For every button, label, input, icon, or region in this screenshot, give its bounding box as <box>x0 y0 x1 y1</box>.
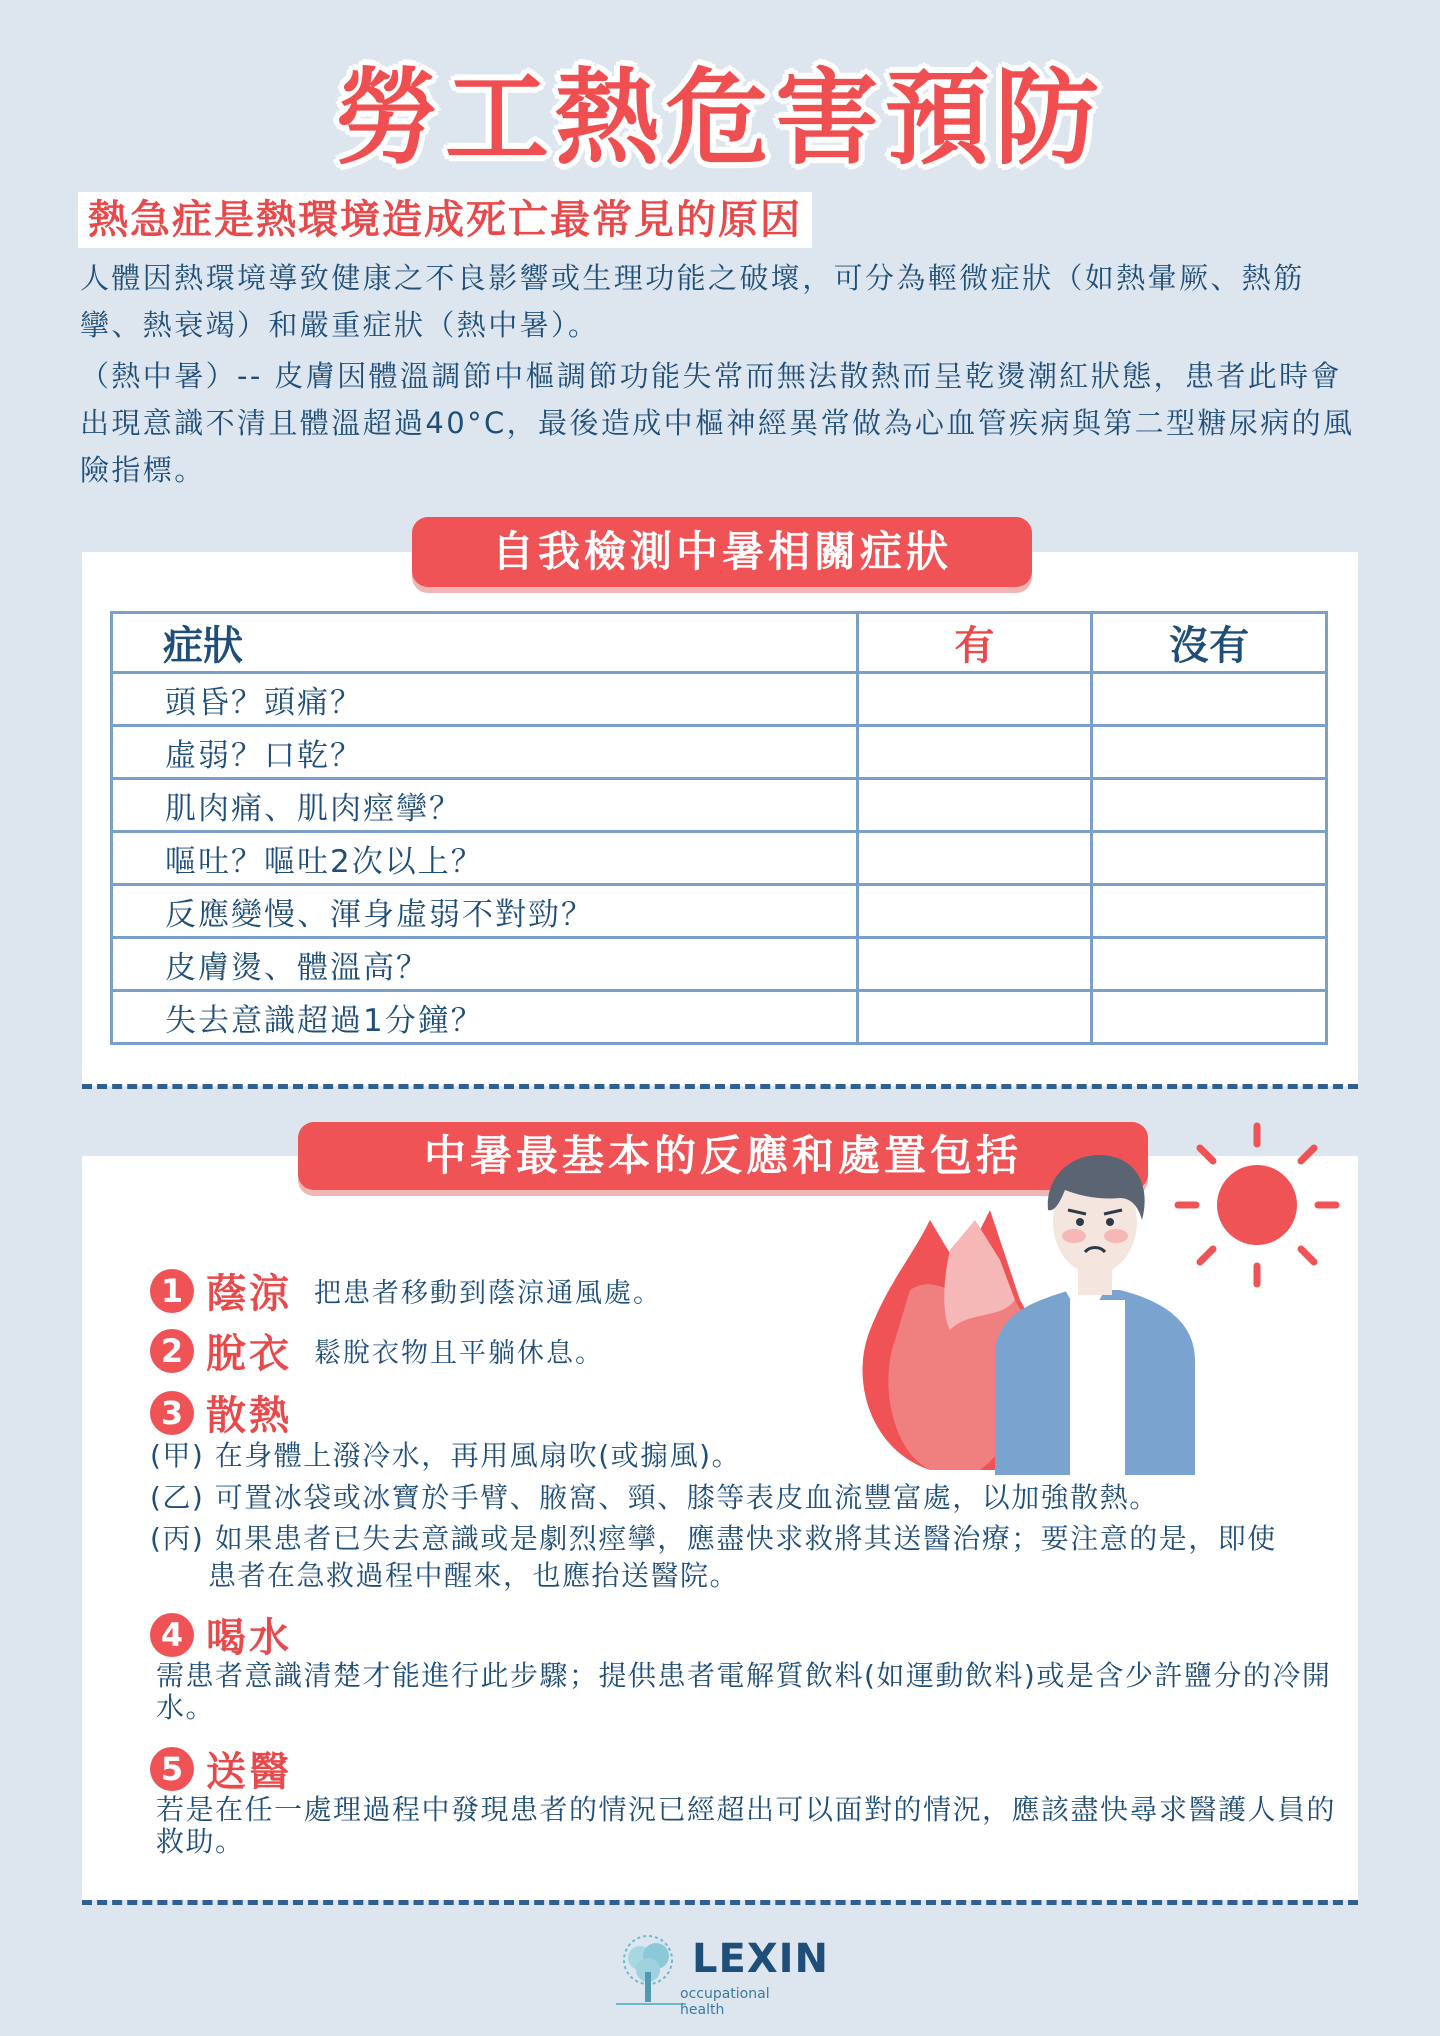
yes-checkbox-cell[interactable] <box>857 938 1092 991</box>
table-row <box>112 673 1327 726</box>
step-number-badge: 1 <box>150 1269 194 1313</box>
step-title: 脫衣 <box>206 1331 292 1377</box>
intro-paragraph-2: （熱中暑）-- 皮膚因體溫調節中樞調節功能失常而無法散熱而呈乾燙潮紅狀態，患者此時會出現意識不清且體溫超過40°C，最後造成中樞神經異常做為心血管疾病與第二型糖尿病的風險指標。 <box>80 359 1355 487</box>
step-2 <box>150 1322 604 1379</box>
symptom-cell: 皮膚燙、體溫高？ <box>112 938 858 991</box>
table-row <box>112 779 1327 832</box>
step-3 <box>150 1384 292 1441</box>
divider <box>82 1084 1358 1089</box>
subtitle: 熱急症是熱環境造成死亡最常見的原因 <box>78 192 812 248</box>
table-header-row <box>112 613 1327 673</box>
step-title: 喝水 <box>206 1615 292 1661</box>
symptom-cell: 肌肉痛、肌肉痙攣？ <box>112 779 858 832</box>
cooling-item-b: (乙) 可置冰袋或冰寶於手臂、腋窩、頸、膝等表皮血流豐富處，以加強散熱。 <box>150 1481 1159 1514</box>
header-symptom: 症狀 <box>112 613 858 673</box>
table-row <box>112 991 1327 1044</box>
table-row <box>112 726 1327 779</box>
logo-subtitle: occupational health <box>680 1986 770 2018</box>
no-checkbox-cell[interactable] <box>1092 885 1327 938</box>
water-description: 需患者意識清楚才能進行此步驟；提供患者電解質飲料(如運動飲料)或是含少許鹽分的冷開水。 <box>156 1659 1332 1724</box>
intro-paragraph-1: 人體因熱環境導致健康之不良影響或生理功能之破壞，可分為輕微症狀（如熱暈厥、熱筋攣、熱衰竭）和嚴重症狀（熱中暑）。 <box>80 261 1305 342</box>
yes-checkbox-cell[interactable] <box>857 779 1092 832</box>
no-checkbox-cell[interactable] <box>1092 673 1327 726</box>
heatstroke-person-illustration <box>850 1150 1210 1475</box>
table-row <box>112 938 1327 991</box>
cooling-item-a: (甲) 在身體上潑冷水，再用風扇吹(或搧風)。 <box>150 1439 742 1472</box>
header-no: 沒有 <box>1092 613 1327 673</box>
symptom-cell: 反應變慢、渾身虛弱不對勁？ <box>112 885 858 938</box>
step-number-badge: 3 <box>150 1391 194 1435</box>
step-number-badge: 4 <box>150 1613 194 1657</box>
no-checkbox-cell[interactable] <box>1092 779 1327 832</box>
symptom-cell: 失去意識超過1分鐘？ <box>112 991 858 1044</box>
response-heading: 中暑最基本的反應和處置包括 <box>298 1122 1148 1190</box>
cooling-item-c-cont: 患者在急救過程中醒來，也應抬送醫院。 <box>208 1559 740 1592</box>
checklist-heading: 自我檢測中暑相關症狀 <box>412 517 1032 587</box>
tree-icon <box>610 1930 690 2016</box>
symptom-cell: 嘔吐？嘔吐2次以上？ <box>112 832 858 885</box>
step-description: 鬆脫衣物且平躺休息。 <box>314 1338 604 1369</box>
step-5 <box>150 1740 292 1797</box>
cooling-item-c: (丙) 如果患者已失去意識或是劇烈痙攣，應盡快求救將其送醫治療；要注意的是，即使 <box>150 1522 1277 1555</box>
yes-checkbox-cell[interactable] <box>857 885 1092 938</box>
symptom-table <box>110 611 1328 1045</box>
yes-checkbox-cell[interactable] <box>857 832 1092 885</box>
yes-checkbox-cell[interactable] <box>857 991 1092 1044</box>
step-description: 把患者移動到蔭涼通風處。 <box>314 1278 662 1309</box>
lexin-logo <box>610 1930 830 2018</box>
step-title: 散熱 <box>206 1393 292 1439</box>
no-checkbox-cell[interactable] <box>1092 726 1327 779</box>
symptom-cell: 虛弱？口乾？ <box>112 726 858 779</box>
step-title: 蔭涼 <box>206 1271 292 1317</box>
logo-name: LEXIN <box>692 1936 830 1982</box>
step-title: 送醫 <box>206 1749 292 1795</box>
table-row <box>112 832 1327 885</box>
no-checkbox-cell[interactable] <box>1092 991 1327 1044</box>
step-number-badge: 5 <box>150 1747 194 1791</box>
divider <box>82 1900 1358 1905</box>
table-row <box>112 885 1327 938</box>
no-checkbox-cell[interactable] <box>1092 832 1327 885</box>
yes-checkbox-cell[interactable] <box>857 673 1092 726</box>
page-title: 勞工熱危害預防 <box>334 57 1105 179</box>
hospital-description: 若是在任一處理過程中發現患者的情況已經超出可以面對的情況，應該盡快尋求醫護人員的救助。 <box>156 1793 1337 1858</box>
no-checkbox-cell[interactable] <box>1092 938 1327 991</box>
symptom-cell: 頭昏？頭痛？ <box>112 673 858 726</box>
yes-checkbox-cell[interactable] <box>857 726 1092 779</box>
step-1 <box>150 1262 662 1319</box>
header-yes: 有 <box>857 613 1092 673</box>
step-number-badge: 2 <box>150 1329 194 1373</box>
step-4 <box>150 1606 292 1663</box>
